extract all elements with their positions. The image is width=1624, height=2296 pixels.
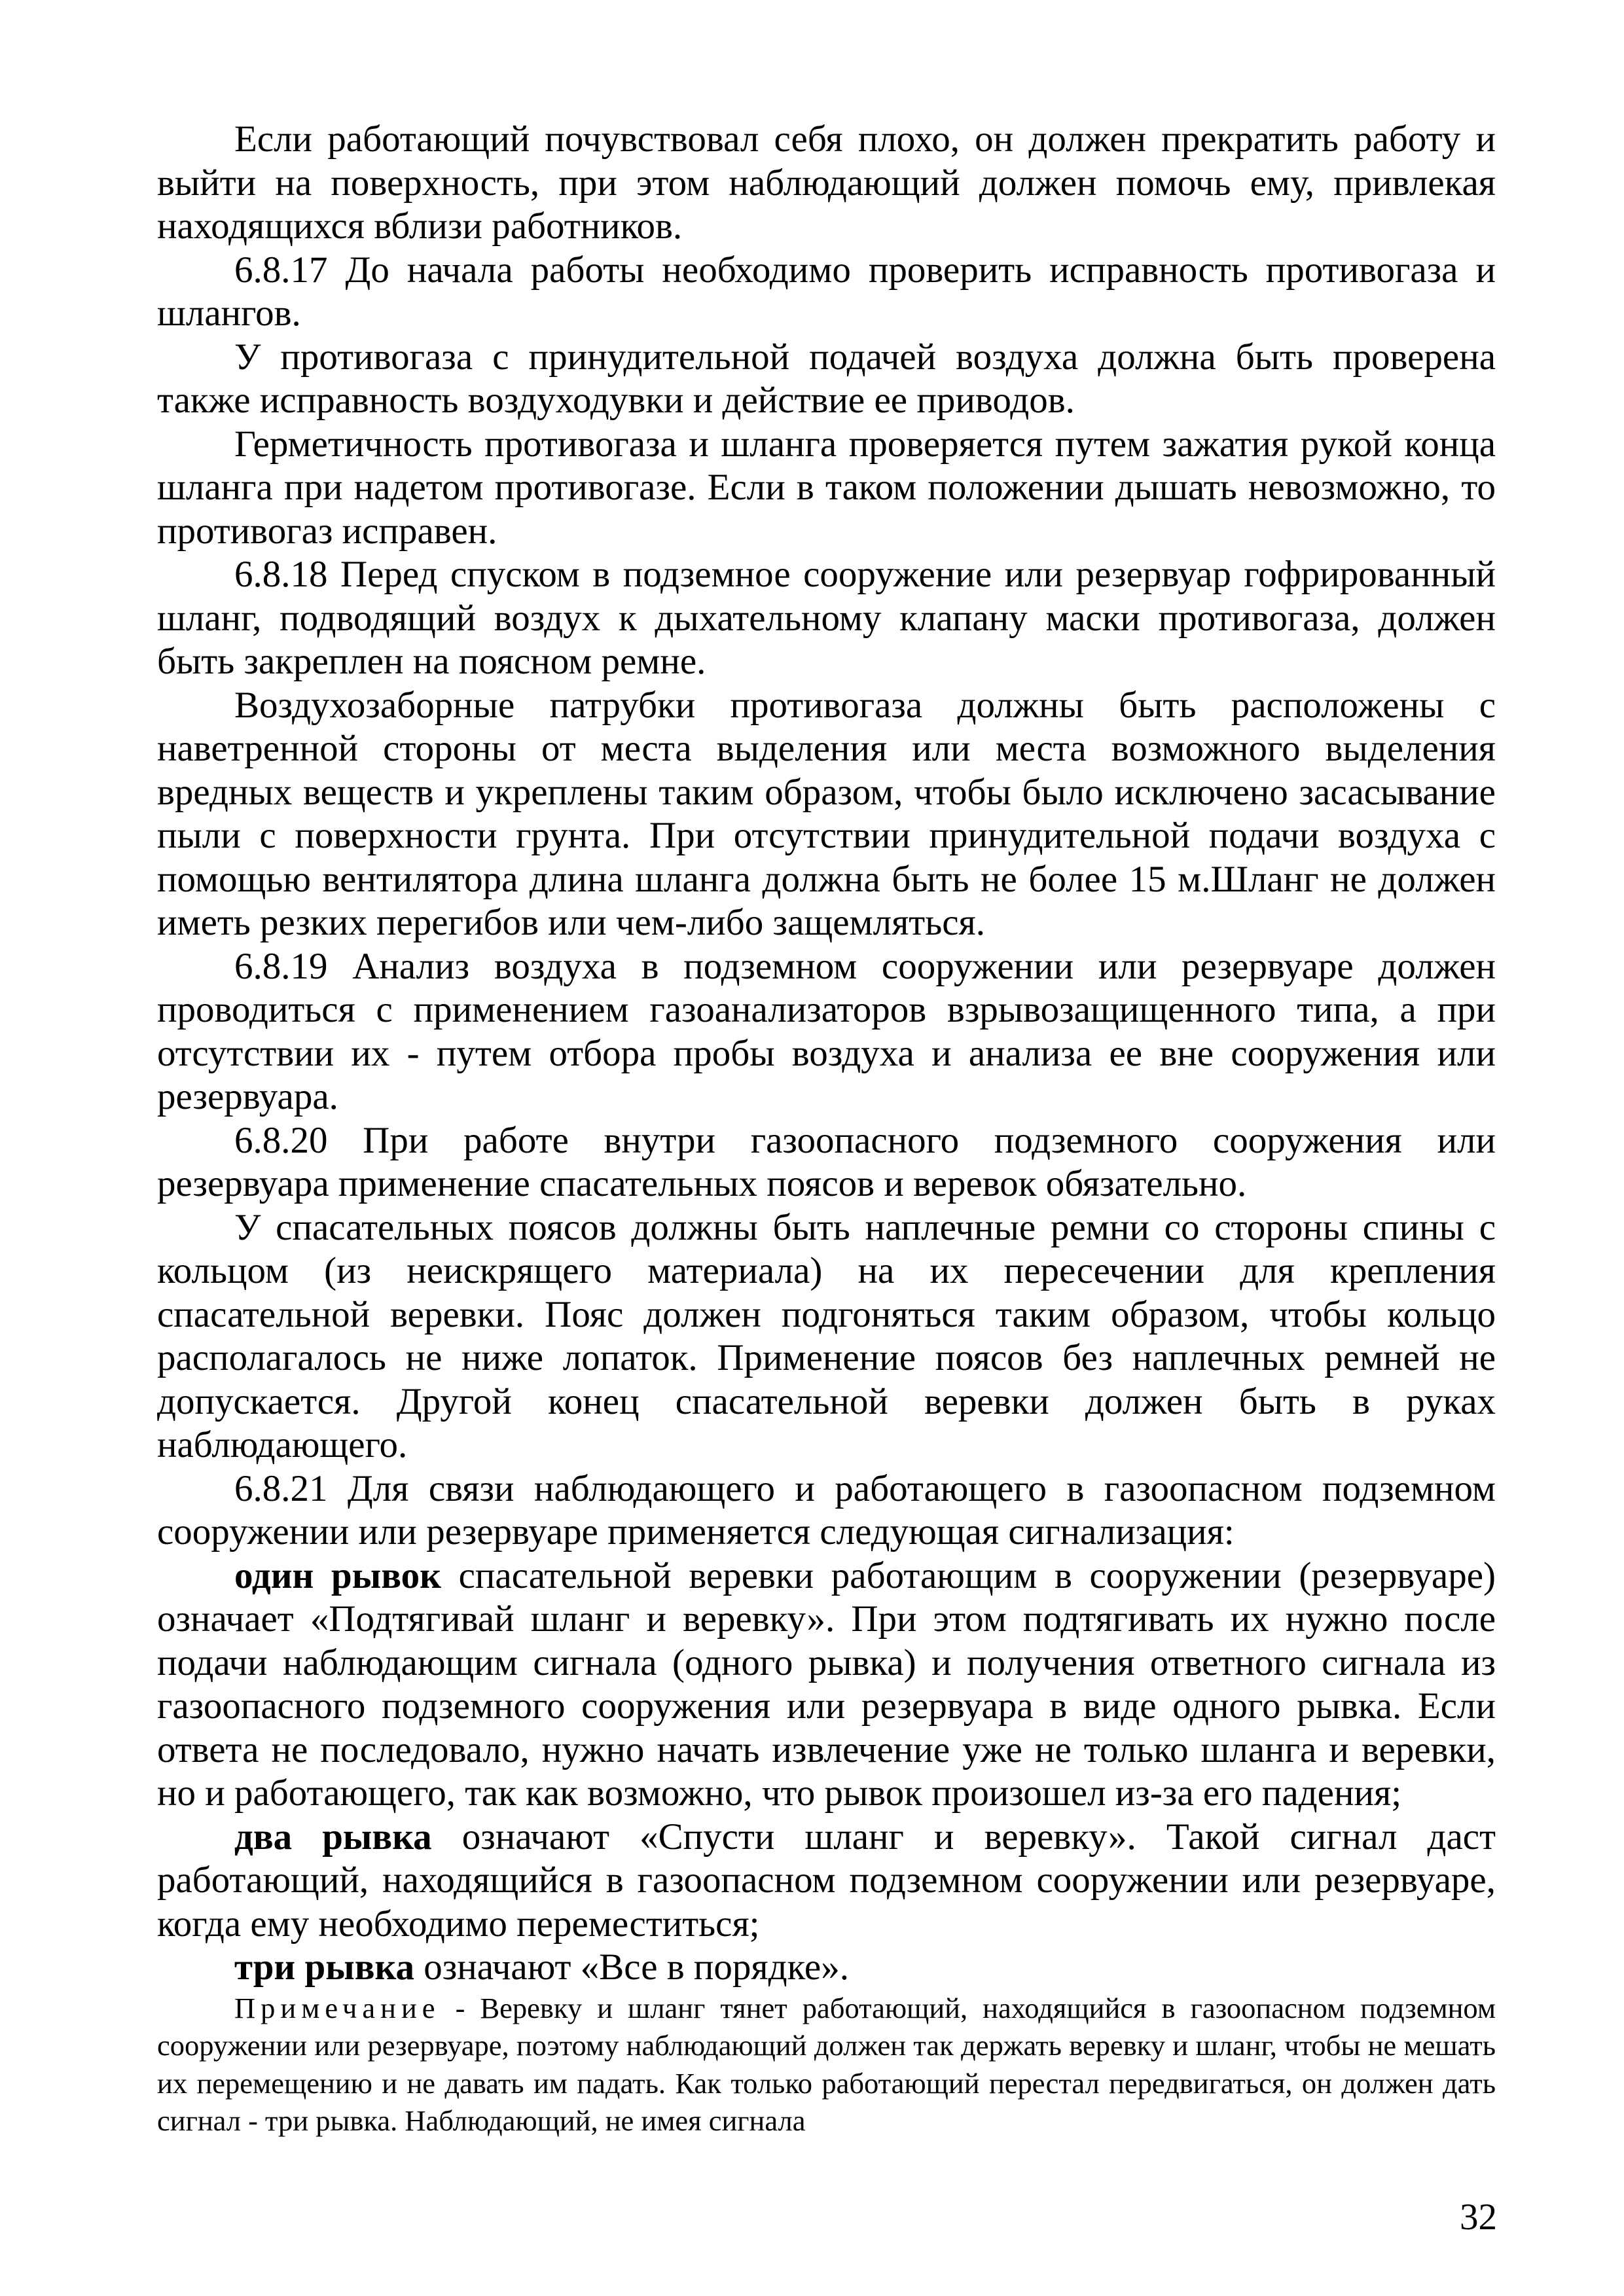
signal-term: три рывка [234, 1946, 414, 1988]
signal-term: один рывок [234, 1554, 441, 1596]
paragraph-6-8-20: 6.8.20 При работе внутри газоопасного подземного сооружения или резервуара применение спасательных поясов и веревок обязательно. [157, 1119, 1496, 1204]
paragraph-rescue-belts: У спасательных поясов должны быть наплечные ремни со стороны спины с кольцом (из неискрящего материала) на их пересечении для крепления спасательной веревки. Пояс должен подгоняться таким образом, чтобы кольцо располагалось не ниже лопаток. Применение поясов без наплечных ремней не допускается. Другой конец спасательной веревки должен быть в руках наблюдающего. [157, 1206, 1496, 1465]
note-label: Примечание [234, 1991, 441, 2024]
paragraph-6-8-21: 6.8.21 Для связи наблюдающего и работающего в газоопасном подземном сооружении или резервуаре применяется следующая сигнализация: [157, 1467, 1496, 1552]
signal-term: два рывка [234, 1816, 432, 1857]
paragraph-signal-two-pulls [157, 1816, 1496, 1946]
paragraph-signal-one-pull [157, 1554, 1496, 1816]
note-paragraph [157, 1990, 1496, 2140]
body-text [157, 118, 1496, 2140]
paragraph-forced-air-gasmask: У противогаза с принудительной подачей воздуха должна быть проверена также исправность воздуходувки и действие ее приводов. [157, 336, 1496, 421]
paragraph-unwell-worker: Если работающий почувствовал себя плохо, он должен прекратить работу и выйти на поверхность, при этом наблюдающий должен помочь ему, привлекая находящихся вблизи работников. [157, 118, 1496, 247]
paragraph-signal-three-pulls [157, 1946, 1496, 1990]
paragraph-6-8-19: 6.8.19 Анализ воздуха в подземном сооружении или резервуаре должен проводиться с применением газоанализаторов взрывозащищенного типа, а при отсутствии их - путем отбора пробы воздуха и анализа ее вне сооружения или резервуара. [157, 945, 1496, 1117]
signal-description: означают «Спусти шланг и веревку». Такой сигнал даст работающий, находящийся в газоопасном подземном сооружении или резервуаре, когда ему необходимо переместиться; [157, 1816, 1496, 1945]
paragraph-6-8-17: 6.8.17 До начала работы необходимо проверить исправность противогаза и шлангов. [157, 249, 1496, 334]
page-number: 32 [1460, 2197, 1497, 2238]
paragraph-air-intake: Воздухозаборные патрубки противогаза должны быть расположены с наветренной стороны от места выделения или места возможного выделения вредных веществ и укреплены таким образом, чтобы было исключено засасывание пыли с поверхности грунта. При отсутствии принудительной подачи воздуха с помощью вентилятора длина шланга должна быть не более 15 м.Шланг не должен иметь резких перегибов или чем-либо защемляться. [157, 684, 1496, 943]
note-text: - Веревку и шланг тянет работающий, находящийся в газоопасном подземном сооружении или резервуаре, поэтому наблюдающий должен так держать веревку и шланг, чтобы не мешать их перемещению и не давать им падать. Как только работающий перестал передвигаться, он должен дать сигнал - три рывка. Наблюдающий, не имея сигнала [157, 1991, 1496, 2137]
paragraph-6-8-18: 6.8.18 Перед спуском в подземное сооружение или резервуар гофрированный шланг, подводящий воздух к дыхательному клапану маски противогаза, должен быть закреплен на поясном ремне. [157, 554, 1496, 682]
paragraph-tightness-check: Герметичность противогаза и шланга проверяется путем зажатия рукой конца шланга при надетом противогазе. Если в таком положении дышать невозможно, то противогаз исправен. [157, 423, 1496, 552]
signal-description: означают «Все в порядке». [414, 1946, 849, 1988]
signal-description: спасательной веревки работающим в сооружении (резервуаре) означает «Подтягивай шланг и веревку». При этом подтягивать их нужно после подачи наблюдающим сигнала (одного рывка) и получения ответного сигнала из газоопасного подземного сооружения или резервуара в виде одного рывка. Если ответа не последовало, нужно начать извлечение уже не только шланга и веревки, но и работающего, так как возможно, что рывок произошел из-за его падения; [157, 1554, 1496, 1814]
